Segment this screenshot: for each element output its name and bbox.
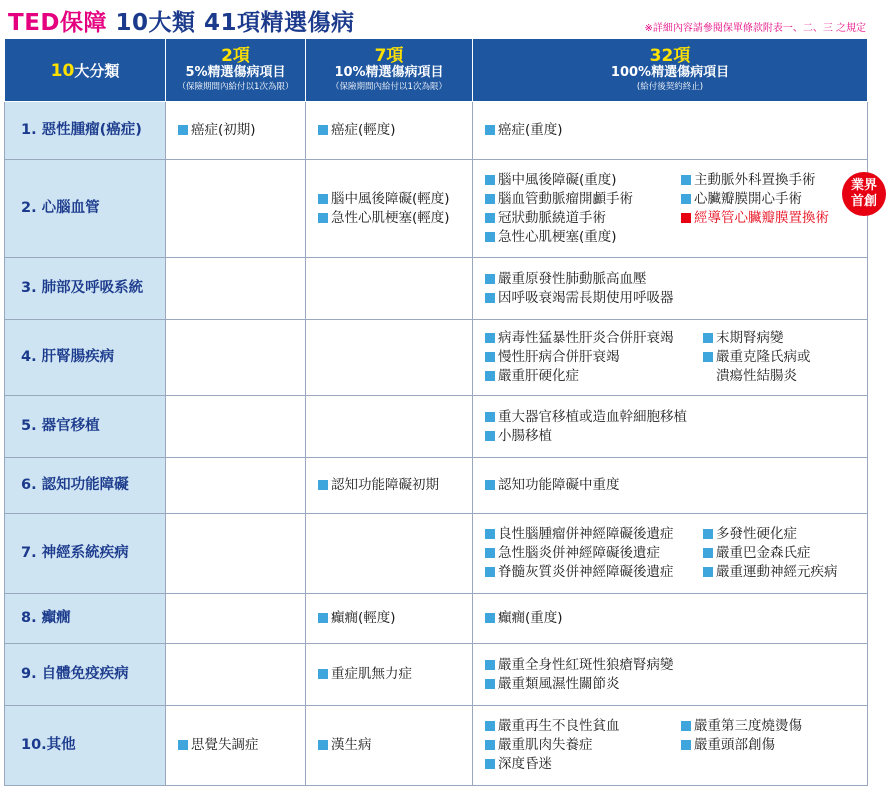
list-item	[485, 408, 687, 427]
square-bullet-icon	[318, 613, 328, 623]
list-item	[318, 476, 466, 495]
item-text: 腦血管動脈瘤開顱手術	[498, 190, 633, 207]
table-row	[5, 594, 868, 644]
cell-10pct	[306, 320, 473, 396]
item-text: 認知功能障礙初期	[331, 477, 439, 493]
square-bullet-icon	[703, 529, 713, 539]
square-bullet-icon	[703, 352, 713, 362]
square-bullet-icon	[703, 333, 713, 343]
table-row	[5, 258, 868, 320]
item-text: 冠狀動脈繞道手術	[498, 209, 606, 226]
square-bullet-icon	[681, 194, 691, 204]
category-cell: 8. 癲癇	[5, 594, 166, 644]
list-item	[681, 209, 829, 228]
item-text: 嚴重克隆氏病或	[716, 349, 811, 365]
list-item	[485, 544, 703, 563]
item-column	[485, 717, 681, 774]
cell-5pct	[166, 160, 306, 258]
square-bullet-icon	[485, 194, 495, 204]
list-item	[485, 525, 703, 544]
badge-line1: 業界	[850, 178, 877, 193]
item-text: 主動脈外科置換手術	[694, 171, 816, 188]
item-text: 漢生病	[331, 737, 372, 753]
square-bullet-icon	[681, 213, 691, 223]
header-10pct-label: 10%精選傷病項目	[334, 65, 444, 80]
item-text: 腦中風後障礙(輕度)	[331, 190, 450, 207]
square-bullet-icon	[485, 293, 495, 303]
item-column	[485, 408, 687, 446]
coverage-table	[4, 38, 868, 786]
square-bullet-icon	[485, 274, 495, 284]
cell-100pct	[473, 160, 868, 258]
category-cell: 9. 自體免疫疾病	[5, 644, 166, 706]
square-bullet-icon	[485, 480, 495, 490]
table-row	[5, 396, 868, 458]
list-item	[485, 228, 681, 247]
list-item	[681, 171, 829, 190]
item-text: 癌症(重度)	[498, 122, 563, 138]
cell-100pct	[473, 514, 868, 594]
square-bullet-icon	[485, 660, 495, 670]
header-category-num: 10	[50, 60, 75, 81]
square-bullet-icon	[485, 721, 495, 731]
item-text: 經導管心臟瓣膜置換術	[694, 209, 829, 226]
list-item	[703, 348, 811, 367]
item-text: 癲癇(輕度)	[331, 610, 396, 626]
square-bullet-icon	[318, 125, 328, 135]
list-item	[318, 209, 466, 228]
list-item	[318, 190, 466, 209]
title-part1: TED保障	[8, 10, 116, 36]
item-text: 思覺失調症	[191, 737, 259, 753]
list-item	[318, 665, 466, 684]
list-item	[178, 736, 299, 755]
list-item	[485, 736, 681, 755]
list-item	[681, 190, 829, 209]
list-item	[485, 348, 703, 367]
item-text: 嚴重運動神經元疾病	[716, 564, 838, 580]
square-bullet-icon	[318, 669, 328, 679]
item-text: 因呼吸衰竭需長期使用呼吸器	[498, 289, 674, 306]
list-item	[485, 609, 681, 628]
header-category	[5, 39, 166, 102]
table-row	[5, 320, 868, 396]
cell-100pct	[473, 706, 868, 786]
list-item	[485, 656, 681, 675]
cell-100pct	[473, 320, 868, 396]
item-grid	[485, 525, 861, 582]
item-column	[485, 609, 681, 628]
square-bullet-icon	[485, 613, 495, 623]
cell-10pct	[306, 396, 473, 458]
item-text: 慢性肝病合併肝衰竭	[498, 349, 620, 365]
item-column	[703, 525, 838, 582]
cell-100pct	[473, 102, 868, 160]
cell-10pct	[306, 458, 473, 514]
header-10pct-sub: （保險期間內給付以1次為限）	[331, 82, 447, 92]
list-item	[485, 121, 681, 140]
square-bullet-icon	[703, 567, 713, 577]
cell-100pct	[473, 594, 868, 644]
item-column	[681, 717, 802, 774]
list-item	[485, 675, 681, 694]
square-bullet-icon	[178, 125, 188, 135]
cell-5pct	[166, 320, 306, 396]
list-item	[485, 563, 703, 582]
square-bullet-icon	[178, 740, 188, 750]
badge-line2: 首創	[850, 194, 877, 209]
cell-5pct	[166, 594, 306, 644]
item-text: 嚴重第三度燒燙傷	[694, 718, 802, 734]
item-text: 心臟瓣膜開心手術	[694, 190, 802, 207]
item-text: 小腸移植	[498, 427, 552, 444]
item-text: 癌症(輕度)	[331, 122, 396, 138]
cell-10pct	[306, 514, 473, 594]
table-body	[5, 102, 868, 786]
item-text: 癌症(初期)	[191, 122, 256, 138]
list-item	[318, 609, 466, 628]
page-title	[8, 4, 355, 37]
header-100pct-sub: (給付後契約終止)	[636, 82, 704, 92]
square-bullet-icon	[318, 740, 328, 750]
header-5pct-num: 2項	[221, 46, 250, 66]
cell-5pct	[166, 258, 306, 320]
square-bullet-icon	[485, 175, 495, 185]
category-cell: 10.其他	[5, 706, 166, 786]
item-text: 嚴重再生不良性貧血	[498, 718, 620, 734]
list-item	[318, 736, 466, 755]
item-text: 急性腦炎併神經障礙後遺症	[498, 545, 660, 561]
item-grid	[485, 609, 861, 628]
header-row	[5, 39, 868, 102]
item-text: 嚴重類風濕性關節炎	[498, 675, 620, 692]
item-column	[485, 270, 681, 308]
cell-10pct	[306, 258, 473, 320]
item-text: 多發性硬化症	[716, 526, 797, 542]
cell-10pct	[306, 102, 473, 160]
item-column	[485, 656, 681, 694]
square-bullet-icon	[681, 740, 691, 750]
list-item	[485, 171, 681, 190]
cell-100pct	[473, 644, 868, 706]
cell-5pct	[166, 396, 306, 458]
item-text: 急性心肌梗塞(輕度)	[331, 209, 450, 226]
item-text: 嚴重肝硬化症	[498, 368, 579, 384]
cell-5pct	[166, 514, 306, 594]
item-grid	[485, 270, 861, 308]
table-row	[5, 458, 868, 514]
item-column	[485, 171, 681, 247]
header-100pct-num: 32項	[649, 46, 691, 66]
list-item	[485, 209, 681, 228]
header-10pct	[306, 39, 473, 102]
item-column	[485, 121, 681, 140]
header-10pct-num: 7項	[374, 46, 404, 66]
list-item	[485, 190, 681, 209]
item-text: 嚴重頭部創傷	[694, 737, 775, 753]
item-column	[485, 476, 681, 495]
category-cell: 7. 神經系統疾病	[5, 514, 166, 594]
item-text: 腦中風後障礙(重度)	[498, 171, 617, 188]
item-text: 重症肌無力症	[331, 666, 412, 682]
category-cell: 1. 惡性腫瘤(癌症)	[5, 102, 166, 160]
category-cell: 6. 認知功能障礙	[5, 458, 166, 514]
square-bullet-icon	[703, 548, 713, 558]
terms-note: ※詳細內容請參閱保單條款附表一、二、三 之規定	[644, 23, 866, 34]
list-item	[681, 736, 802, 755]
table-row	[5, 644, 868, 706]
list-item	[485, 755, 681, 774]
industry-first-badge	[842, 172, 886, 216]
list-item-continuation	[703, 367, 811, 386]
cell-10pct	[306, 706, 473, 786]
category-cell: 4. 肝腎腸疾病	[5, 320, 166, 396]
square-bullet-icon	[485, 567, 495, 577]
header-5pct-sub: （保險期間內給付以1次為限）	[177, 82, 294, 92]
table-row	[5, 102, 868, 160]
category-cell: 5. 器官移植	[5, 396, 166, 458]
item-text: 良性腦腫瘤併神經障礙後遺症	[498, 526, 674, 542]
square-bullet-icon	[485, 529, 495, 539]
item-column	[485, 525, 703, 582]
item-column	[681, 171, 829, 247]
cell-5pct	[166, 102, 306, 160]
square-bullet-icon	[485, 352, 495, 362]
list-item	[485, 476, 681, 495]
item-grid	[485, 656, 861, 694]
item-text: 認知功能障礙中重度	[498, 477, 620, 493]
header-5pct	[166, 39, 306, 102]
square-bullet-icon	[681, 721, 691, 731]
list-item	[485, 717, 681, 736]
list-item	[485, 329, 703, 348]
item-text: 急性心肌梗塞(重度)	[498, 228, 617, 245]
square-bullet-icon	[485, 412, 495, 422]
item-column	[703, 329, 811, 386]
square-bullet-icon	[485, 431, 495, 441]
header-100pct-label: 100%精選傷病項目	[610, 65, 730, 80]
cell-5pct	[166, 458, 306, 514]
category-cell: 2. 心腦血管	[5, 160, 166, 258]
table-row	[5, 706, 868, 786]
square-bullet-icon	[485, 232, 495, 242]
square-bullet-icon	[485, 371, 495, 381]
cell-5pct	[166, 644, 306, 706]
list-item	[703, 563, 838, 582]
list-item	[681, 717, 802, 736]
cell-100pct	[473, 458, 868, 514]
item-grid	[485, 329, 861, 386]
square-bullet-icon	[485, 759, 495, 769]
table-row	[5, 160, 868, 258]
title-part3: 41項精選傷病	[204, 10, 355, 36]
cell-5pct	[166, 706, 306, 786]
cell-10pct	[306, 594, 473, 644]
item-text: 病毒性猛暴性肝炎合併肝衰竭	[498, 330, 674, 346]
item-text: 嚴重全身性紅斑性狼瘡腎病變	[498, 656, 674, 673]
item-grid	[485, 717, 861, 774]
item-text: 嚴重肌肉失養症	[498, 737, 593, 753]
cell-10pct	[306, 160, 473, 258]
item-text: 嚴重原發性肺動脈高血壓	[498, 270, 647, 287]
list-item	[703, 544, 838, 563]
list-item	[178, 121, 299, 140]
square-bullet-icon	[485, 740, 495, 750]
cell-10pct	[306, 644, 473, 706]
list-item	[485, 367, 703, 386]
table-row	[5, 514, 868, 594]
header-5pct-label: 5%精選傷病項目	[185, 65, 286, 80]
list-item	[485, 289, 681, 308]
square-bullet-icon	[485, 125, 495, 135]
square-bullet-icon	[485, 548, 495, 558]
item-text: 末期腎病變	[716, 330, 784, 346]
item-grid	[485, 121, 861, 140]
square-bullet-icon	[318, 213, 328, 223]
item-text: 深度昏迷	[498, 756, 552, 772]
list-item	[703, 329, 811, 348]
item-text: 潰瘍性結腸炎	[716, 368, 797, 384]
item-column	[485, 329, 703, 386]
list-item	[318, 121, 466, 140]
category-cell: 3. 肺部及呼吸系統	[5, 258, 166, 320]
square-bullet-icon	[485, 213, 495, 223]
square-bullet-icon	[681, 175, 691, 185]
square-bullet-icon	[318, 194, 328, 204]
item-text: 癲癇(重度)	[498, 610, 563, 626]
header-100pct	[473, 39, 868, 102]
list-item	[703, 525, 838, 544]
square-bullet-icon	[485, 679, 495, 689]
item-text: 脊髓灰質炎併神經障礙後遺症	[498, 564, 674, 580]
item-text: 嚴重巴金森氏症	[716, 545, 811, 561]
header-category-label: 大分類	[74, 61, 120, 80]
cell-100pct	[473, 396, 868, 458]
item-grid	[485, 408, 861, 446]
item-grid	[485, 476, 861, 495]
list-item	[485, 427, 681, 446]
square-bullet-icon	[318, 480, 328, 490]
list-item	[485, 270, 681, 289]
square-bullet-icon	[485, 333, 495, 343]
cell-100pct	[473, 258, 868, 320]
title-part2: 10大類	[115, 10, 205, 36]
item-text: 重大器官移植或造血幹細胞移植	[498, 408, 687, 425]
item-grid	[485, 171, 861, 247]
title-row	[0, 0, 888, 38]
